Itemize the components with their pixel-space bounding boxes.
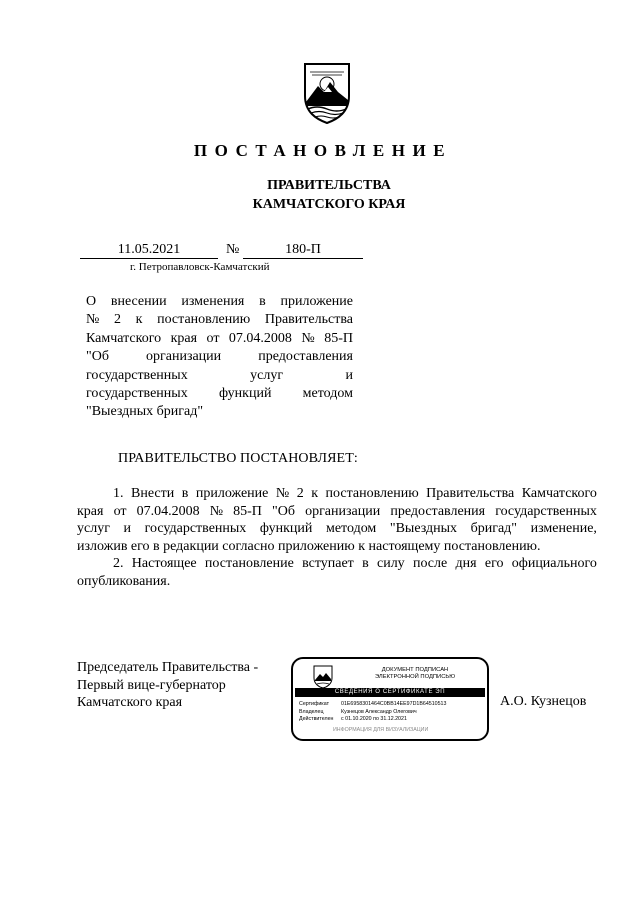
paragraph-line: опубликования. xyxy=(77,573,171,589)
subject-line: № 2 к постановлению Правительства xyxy=(86,312,353,328)
document-city: г. Петропавловск-Камчатский xyxy=(130,261,270,273)
signer-position-line: Первый вице-губернатор xyxy=(77,677,226,693)
signer-position xyxy=(77,659,258,712)
stamp-details xyxy=(299,701,446,724)
subject-line: государственных услуг и xyxy=(86,367,353,383)
authority-line: ПРАВИТЕЛЬСТВА xyxy=(267,178,391,193)
paragraph-line: 2. Настоящее постановление вступает в силу после дня его официального xyxy=(113,556,597,571)
authority-line: КАМЧАТСКОГО КРАЯ xyxy=(252,197,406,212)
signer-name: А.О. Кузнецов xyxy=(500,694,587,709)
subject-line: "Выездных бригад" xyxy=(86,404,204,420)
stamp-row-owner: Владелец Кузнецов Александр Олегович xyxy=(299,708,417,715)
subject-line: О внесении изменения в приложение xyxy=(86,294,353,309)
signer-position-line: Председатель Правительства - xyxy=(77,660,259,675)
signer-position-line: Камчатского края xyxy=(77,695,183,710)
subject-line: Камчатского края от 07.04.2008 № 85-П xyxy=(86,330,353,346)
paragraph-line: края от 07.04.2008 № 85-П "Об организации предоставления государственных xyxy=(77,503,597,519)
kamchatka-emblem-icon xyxy=(313,665,333,689)
document-date: 11.05.2021 xyxy=(80,242,218,259)
stamp-watermark: ИНФОРМАЦИЯ ДЛЯ ВИЗУАЛИЗАЦИИ xyxy=(333,727,429,733)
paragraph-2 xyxy=(77,555,597,590)
number-sign: № xyxy=(226,242,240,257)
document-type-title: ПОСТАНОВЛЕНИЕ xyxy=(193,141,453,160)
electronic-signature-stamp xyxy=(291,657,489,741)
stamp-row-validity: Действителен с 01.10.2020 по 31.12.2021 xyxy=(299,716,407,723)
stamp-title: ДОКУМЕНТ ПОДПИСАН ЭЛЕКТРОННОЙ ПОДПИСЬЮ xyxy=(374,667,456,680)
paragraph-1 xyxy=(77,485,597,555)
resolves-heading: ПРАВИТЕЛЬСТВО ПОСТАНОВЛЯЕТ: xyxy=(118,451,358,466)
paragraph-line: услуг и государственных функций методом "Выездных бригад" изменение, xyxy=(77,521,597,536)
paragraph-line: 1. Внести в приложение № 2 к постановлению Правительства Камчатского xyxy=(113,486,597,501)
stamp-certificate-bar: СВЕДЕНИЯ О СЕРТИФИКАТЕ ЭП xyxy=(295,688,485,697)
stamp-row-certificate: Сертификат 01E6958301464C0BB14EE97D1B64510513 xyxy=(299,701,447,707)
issuing-authority xyxy=(0,176,640,214)
paragraph-line: изложив его в редакции согласно приложению к настоящему постановлению. xyxy=(77,538,541,554)
document-subject xyxy=(86,293,353,422)
subject-line: "Об организации предоставления xyxy=(86,349,353,365)
kamchatka-emblem-icon xyxy=(302,62,352,124)
document-number: 180-П xyxy=(243,242,363,259)
subject-line: государственных функций методом xyxy=(86,386,353,402)
